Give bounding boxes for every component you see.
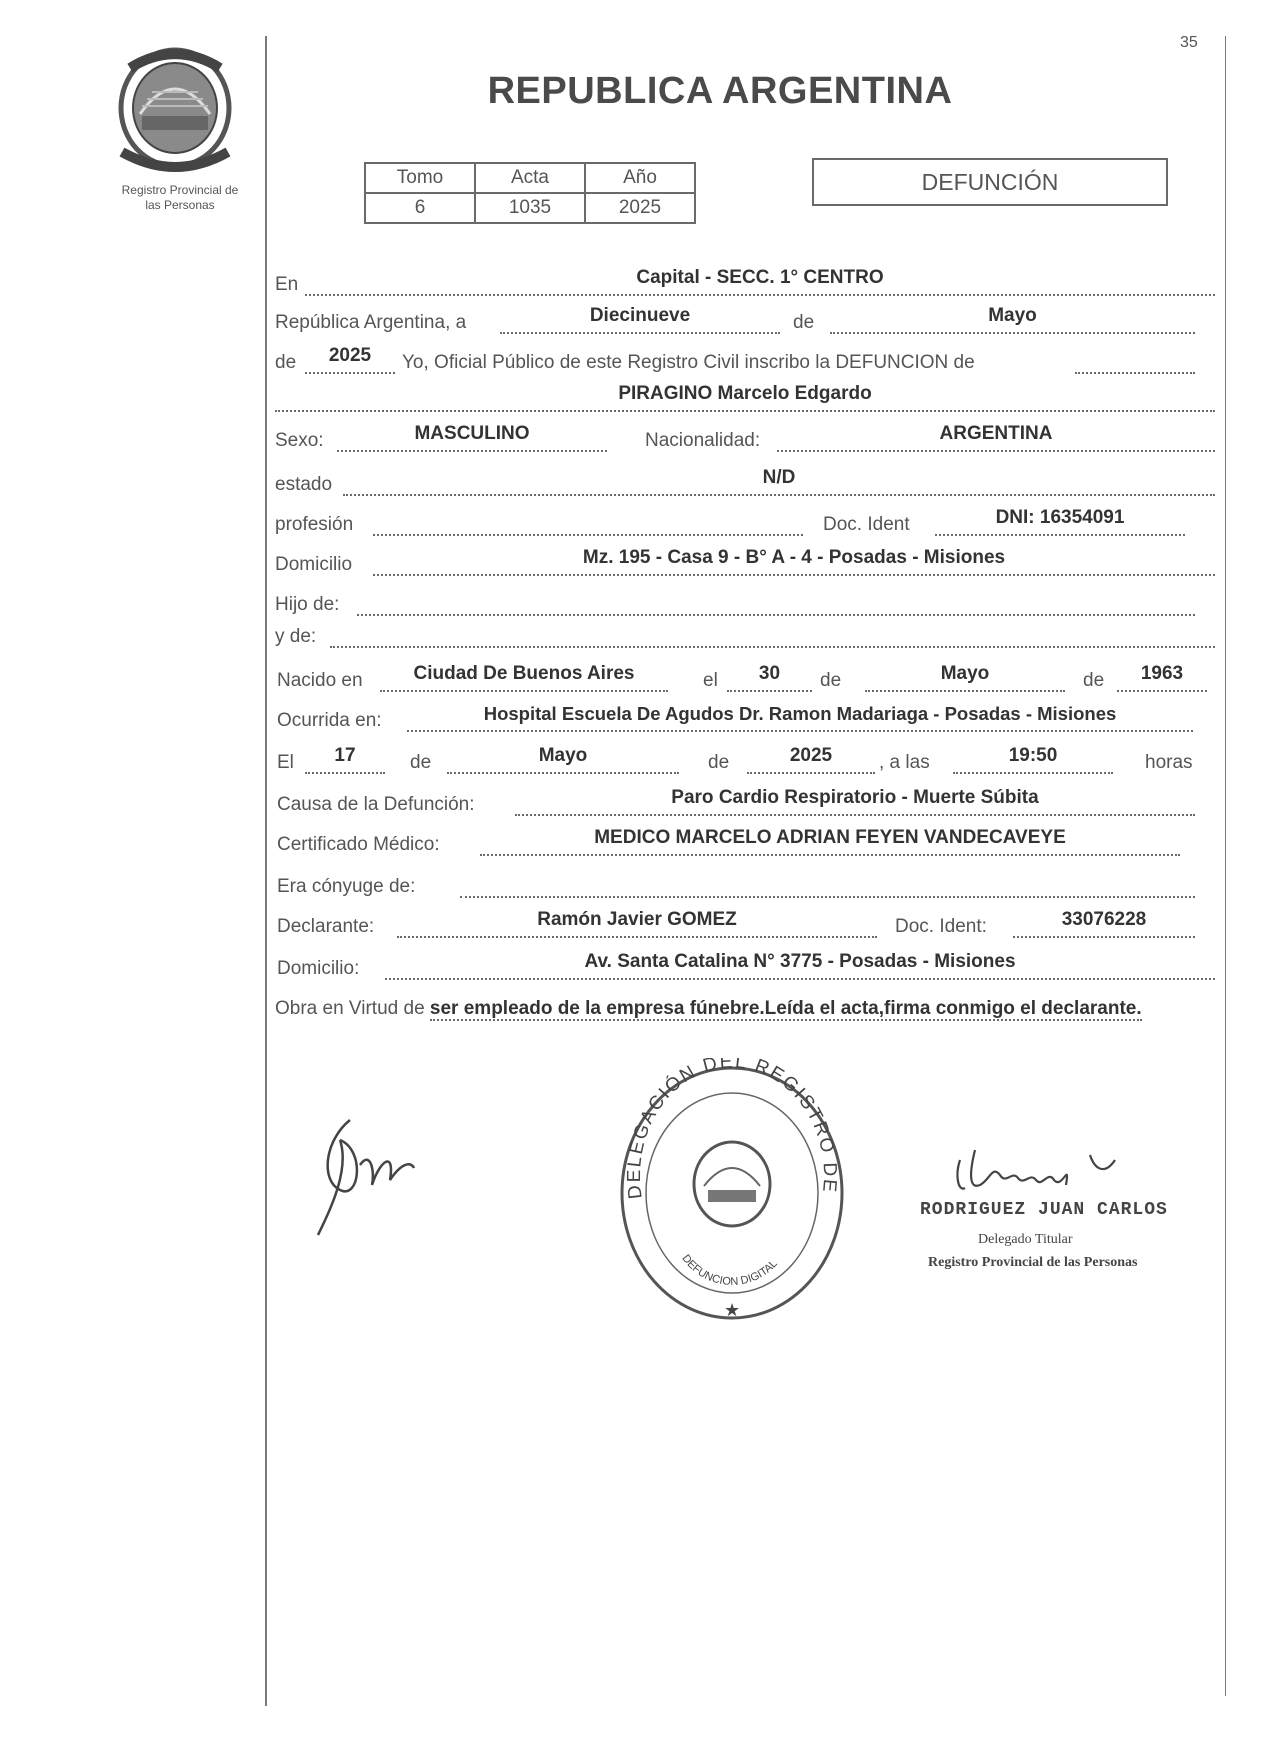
label-a-las: , a las bbox=[879, 752, 930, 773]
field-nac-mes: Mayo bbox=[865, 660, 1065, 692]
label-el-cap: El bbox=[277, 752, 294, 773]
document-title: REPUBLICA ARGENTINA bbox=[487, 70, 953, 112]
label-domicilio: Domicilio bbox=[275, 554, 353, 575]
field-lugar: Capital - SECC. 1° CENTRO bbox=[305, 264, 1215, 296]
official-title: Delegado Titular bbox=[978, 1232, 1073, 1247]
field-profesion bbox=[373, 504, 803, 536]
label-de: de bbox=[793, 312, 815, 333]
field-blank-after-yo bbox=[1075, 342, 1195, 374]
seal-text: DELEGACIÓN DEL REGISTRO DE bbox=[623, 1058, 841, 1201]
official-seal bbox=[612, 1058, 852, 1333]
label-conyuge: Era cónyuge de: bbox=[277, 876, 416, 897]
seal-inner-text: DEFUNCION DIGITAL bbox=[679, 1252, 780, 1288]
agency-name-line1: Registro Provincial de bbox=[121, 183, 239, 197]
field-def-mes: Mayo bbox=[447, 742, 679, 774]
declarant-signature bbox=[310, 1110, 420, 1245]
label-yo-oficial: Yo, Oficial Público de este Registro Civil inscribo la DEFUNCION de bbox=[402, 352, 975, 373]
field-causa: Paro Cardio Respiratorio - Muerte Súbita bbox=[515, 784, 1195, 816]
province-emblem bbox=[112, 44, 238, 179]
obra-en-virtud bbox=[275, 992, 1215, 1026]
row-profesion bbox=[275, 502, 1215, 540]
page-number: 35 bbox=[1180, 34, 1198, 51]
field-dia: Diecinueve bbox=[500, 302, 780, 334]
label-de-year: de bbox=[275, 352, 297, 373]
label-certificado: Certificado Médico: bbox=[277, 834, 440, 855]
header-anio: Año bbox=[585, 163, 695, 193]
label-de-nac-anio: de bbox=[1083, 670, 1105, 691]
label-domicilio-declarante: Domicilio: bbox=[277, 958, 360, 979]
label-causa: Causa de la Defunción: bbox=[277, 794, 475, 815]
field-nombre: PIRAGINO Marcelo Edgardo bbox=[275, 380, 1215, 412]
svg-text:★: ★ bbox=[724, 1300, 741, 1321]
field-estado: N/D bbox=[343, 464, 1215, 496]
agency-name-line2: las Personas bbox=[145, 198, 215, 212]
agency-name bbox=[95, 183, 265, 213]
table-row bbox=[365, 193, 695, 223]
label-doc-ident: Doc. Ident bbox=[823, 514, 910, 535]
row-name bbox=[275, 378, 1215, 416]
label-sexo: Sexo: bbox=[275, 430, 324, 451]
field-def-anio: 2025 bbox=[747, 742, 875, 774]
label-de-def-mes: de bbox=[410, 752, 432, 773]
row-sex-nationality bbox=[275, 418, 1215, 456]
field-sexo: MASCULINO bbox=[337, 420, 607, 452]
field-doc-ident: DNI: 16354091 bbox=[935, 504, 1185, 536]
field-hora: 19:50 bbox=[953, 742, 1113, 774]
field-certificado: MEDICO MARCELO ADRIAN FEYEN VANDECAVEYE bbox=[480, 824, 1180, 856]
label-hijo-de: Hijo de: bbox=[275, 594, 340, 615]
label-de-def-anio: de bbox=[708, 752, 730, 773]
row-ocurrida-en bbox=[275, 698, 1215, 736]
value-anio: 2025 bbox=[585, 193, 695, 223]
field-mes: Mayo bbox=[830, 302, 1195, 334]
label-el: el bbox=[703, 670, 718, 691]
label-doc-ident-declarante: Doc. Ident: bbox=[895, 916, 987, 937]
row-estado bbox=[275, 462, 1215, 500]
label-y-de: y de: bbox=[275, 626, 317, 647]
label-nacionalidad: Nacionalidad: bbox=[645, 430, 761, 451]
header-tomo: Tomo bbox=[365, 163, 475, 193]
acta-reference-table bbox=[364, 162, 696, 224]
row-domicilio-declarante bbox=[275, 946, 1215, 984]
field-def-dia: 17 bbox=[305, 742, 385, 774]
table-header-row bbox=[365, 163, 695, 193]
official-organization: Registro Provincial de las Personas bbox=[928, 1255, 1138, 1270]
row-date bbox=[275, 300, 1215, 338]
row-y-de bbox=[275, 614, 1215, 652]
label-obra: Obra en Virtud de bbox=[275, 998, 425, 1019]
label-estado: estado bbox=[275, 474, 333, 495]
field-declarante-domicilio: Av. Santa Catalina N° 3775 - Posadas - Misiones bbox=[385, 948, 1215, 980]
value-acta: 1035 bbox=[475, 193, 585, 223]
label-declarante: Declarante: bbox=[277, 916, 375, 937]
row-fecha-defuncion bbox=[275, 740, 1215, 778]
field-declarante: Ramón Javier GOMEZ bbox=[397, 906, 877, 938]
label-profesion: profesión bbox=[275, 514, 354, 535]
field-y-de bbox=[330, 616, 1215, 648]
row-year bbox=[275, 340, 1215, 378]
row-conyuge bbox=[275, 864, 1215, 902]
field-hijo-de bbox=[357, 584, 1195, 616]
field-nac-dia: 30 bbox=[727, 660, 812, 692]
field-declarante-doc: 33076228 bbox=[1013, 906, 1195, 938]
field-nacionalidad: ARGENTINA bbox=[777, 420, 1215, 452]
label-en: En bbox=[275, 274, 299, 295]
field-anio: 2025 bbox=[305, 342, 395, 374]
row-domicilio bbox=[275, 542, 1215, 580]
label-republica: República Argentina, a bbox=[275, 312, 467, 333]
field-nacido-en: Ciudad De Buenos Aires bbox=[380, 660, 668, 692]
right-margin-line bbox=[1225, 36, 1226, 1696]
header-acta: Acta bbox=[475, 163, 585, 193]
row-nacimiento bbox=[275, 658, 1215, 696]
field-obra: ser empleado de la empresa fúnebre.Leída el acta,firma conmigo el declarante. bbox=[429, 998, 1142, 1019]
row-causa bbox=[275, 782, 1215, 820]
field-nac-anio: 1963 bbox=[1117, 660, 1207, 692]
label-de-nac-mes: de bbox=[820, 670, 842, 691]
label-horas: horas bbox=[1145, 752, 1193, 773]
left-margin-line bbox=[265, 36, 267, 1706]
row-place bbox=[275, 262, 1215, 300]
label-ocurrida-en: Ocurrida en: bbox=[277, 710, 382, 731]
field-ocurrida-en: Hospital Escuela De Agudos Dr. Ramon Madariaga - Posadas - Misiones bbox=[407, 700, 1193, 732]
field-domicilio: Mz. 195 - Casa 9 - B° A - 4 - Posadas - Misiones bbox=[373, 544, 1215, 576]
official-name: RODRIGUEZ JUAN CARLOS bbox=[920, 1200, 1168, 1220]
field-conyuge bbox=[460, 866, 1195, 898]
value-tomo: 6 bbox=[365, 193, 475, 223]
acta-type-box: DEFUNCIÓN bbox=[812, 158, 1168, 206]
row-certificado bbox=[275, 822, 1215, 860]
label-nacido-en: Nacido en bbox=[277, 670, 363, 691]
row-declarante bbox=[275, 904, 1215, 942]
